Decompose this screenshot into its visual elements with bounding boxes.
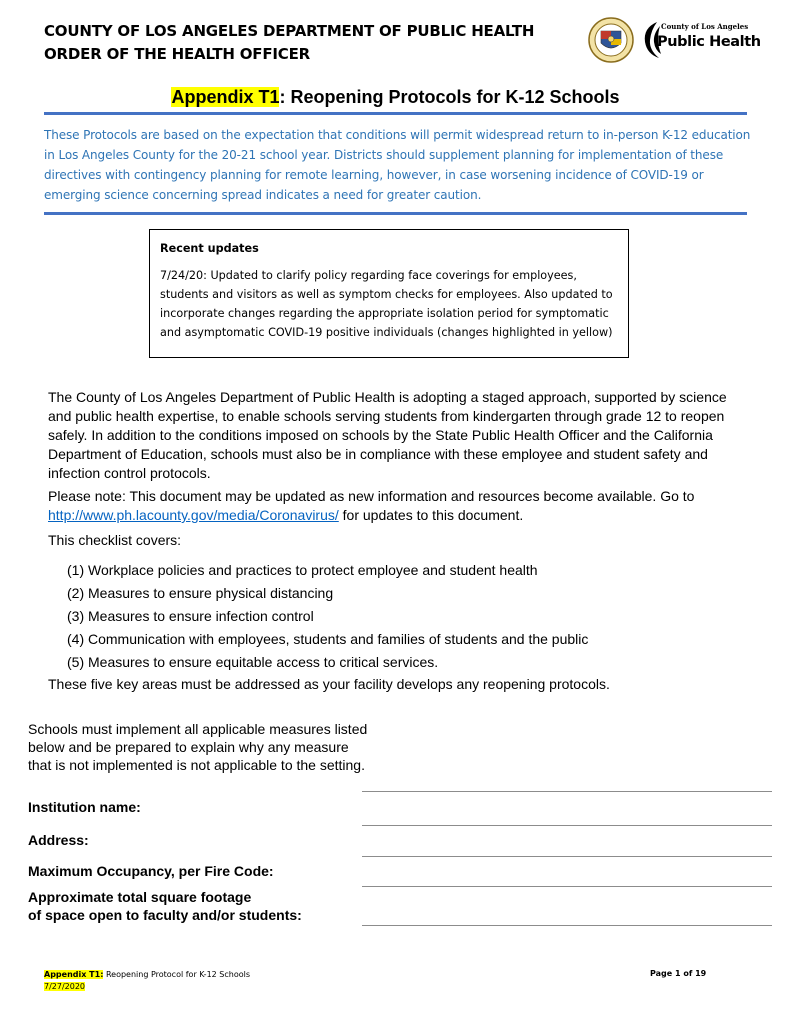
- document-header: [44, 20, 534, 66]
- title-text: : Reopening Protocols for K-12 Schools: [279, 87, 620, 107]
- body-paragraph-2: [48, 487, 748, 525]
- header-line-2: ORDER OF THE HEALTH OFFICER: [44, 45, 310, 63]
- footer-date: [44, 981, 85, 992]
- intro-paragraph: These Protocols are based on the expectation that conditions will permit widespread return to in-person K-12 education in Los Angeles County for the 20-21 school year. Districts should supplement planning for implementation of these directives with contingency planning for remote learning, however, in case worsening incidence of COVID-19 or emerging science concerning spread indicates a need for greater caution.: [44, 128, 751, 202]
- header-line-1: COUNTY OF LOS ANGELES DEPARTMENT OF PUBLIC HEALTH: [44, 22, 535, 40]
- title-appendix-highlight: Appendix T1: [171, 87, 280, 107]
- footer-appendix-highlight: Appendix T1:: [44, 970, 104, 979]
- body-paragraph-1: The County of Los Angeles Department of Public Health is adopting a staged approach, supported by science and public health expertise, to enable schools serving students from kindergarten through grade 12 to reopen safely. In addition to the conditions imposed on schools by the State Public Health Officer and the California Department of Education, schools must also be in compliance with these employee and student safety and infection control protocols.: [48, 389, 727, 481]
- institution-name-field[interactable]: [362, 825, 772, 826]
- recent-updates-text: 7/24/20: Updated to clarify policy regarding face coverings for employees, students and visitors as well as symptom checks for employees. Also updated to incorporate changes regarding the appropriate isolation period for symptomatic and asymptomatic COVID-19 positive individuals (changes highlighted in yellow): [160, 269, 613, 339]
- recent-updates-heading: Recent updates: [160, 242, 259, 255]
- note-text: Please note: This document may be updated as new information and resources become available. Go to: [48, 488, 695, 504]
- square-footage-field[interactable]: [362, 925, 772, 926]
- title-divider-top: [44, 112, 747, 115]
- square-footage-label-line-2: of space open to faculty and/or students:: [28, 907, 302, 923]
- institution-name-label: Institution name:: [28, 799, 141, 815]
- form-line-top: [362, 791, 772, 792]
- list-item: (4) Communication with employees, students and families of students and the public: [67, 631, 589, 647]
- square-footage-label-line-1: Approximate total square footage: [28, 889, 252, 905]
- footer-title-text: Reopening Protocol for K-12 Schools: [103, 970, 251, 979]
- coronavirus-link[interactable]: http://www.ph.lacounty.gov/media/Coronavirus/: [48, 507, 339, 523]
- page-title: [0, 87, 791, 108]
- form-instructions: Schools must implement all applicable measures listed below and be prepared to explain why any measure that is not implemented is not applicable to the setting.: [28, 721, 368, 773]
- address-field[interactable]: [362, 856, 772, 857]
- square-footage-label: [28, 888, 302, 924]
- occupancy-label: Maximum Occupancy, per Fire Code:: [28, 863, 274, 879]
- logo-public-health-text: Public Health: [657, 34, 761, 50]
- public-health-logo: [641, 20, 761, 60]
- county-seal-logo: [588, 17, 634, 63]
- list-item: (1) Workplace policies and practices to protect employee and student health: [67, 562, 538, 578]
- list-item: (2) Measures to ensure physical distancing: [67, 585, 334, 601]
- footer-title: [44, 969, 250, 980]
- page-number: Page 1 of 19: [650, 969, 707, 978]
- checklist-list: [67, 559, 588, 674]
- recent-updates-box: [149, 229, 629, 358]
- intro-divider-bottom: [44, 212, 747, 215]
- logo-county-text: County of Los Angeles: [661, 22, 749, 31]
- checklist-covers-label: This checklist covers:: [48, 532, 182, 548]
- occupancy-field[interactable]: [362, 886, 772, 887]
- list-item: (5) Measures to ensure equitable access to critical services.: [67, 654, 439, 670]
- footer-date-text: 7/27/2020: [44, 982, 86, 991]
- five-key-areas-text: These five key areas must be addressed as your facility develops any reopening protocols.: [48, 676, 610, 692]
- note-text-end: for updates to this document.: [338, 507, 524, 523]
- address-label: Address:: [28, 832, 89, 848]
- list-item: (3) Measures to ensure infection control: [67, 608, 314, 624]
